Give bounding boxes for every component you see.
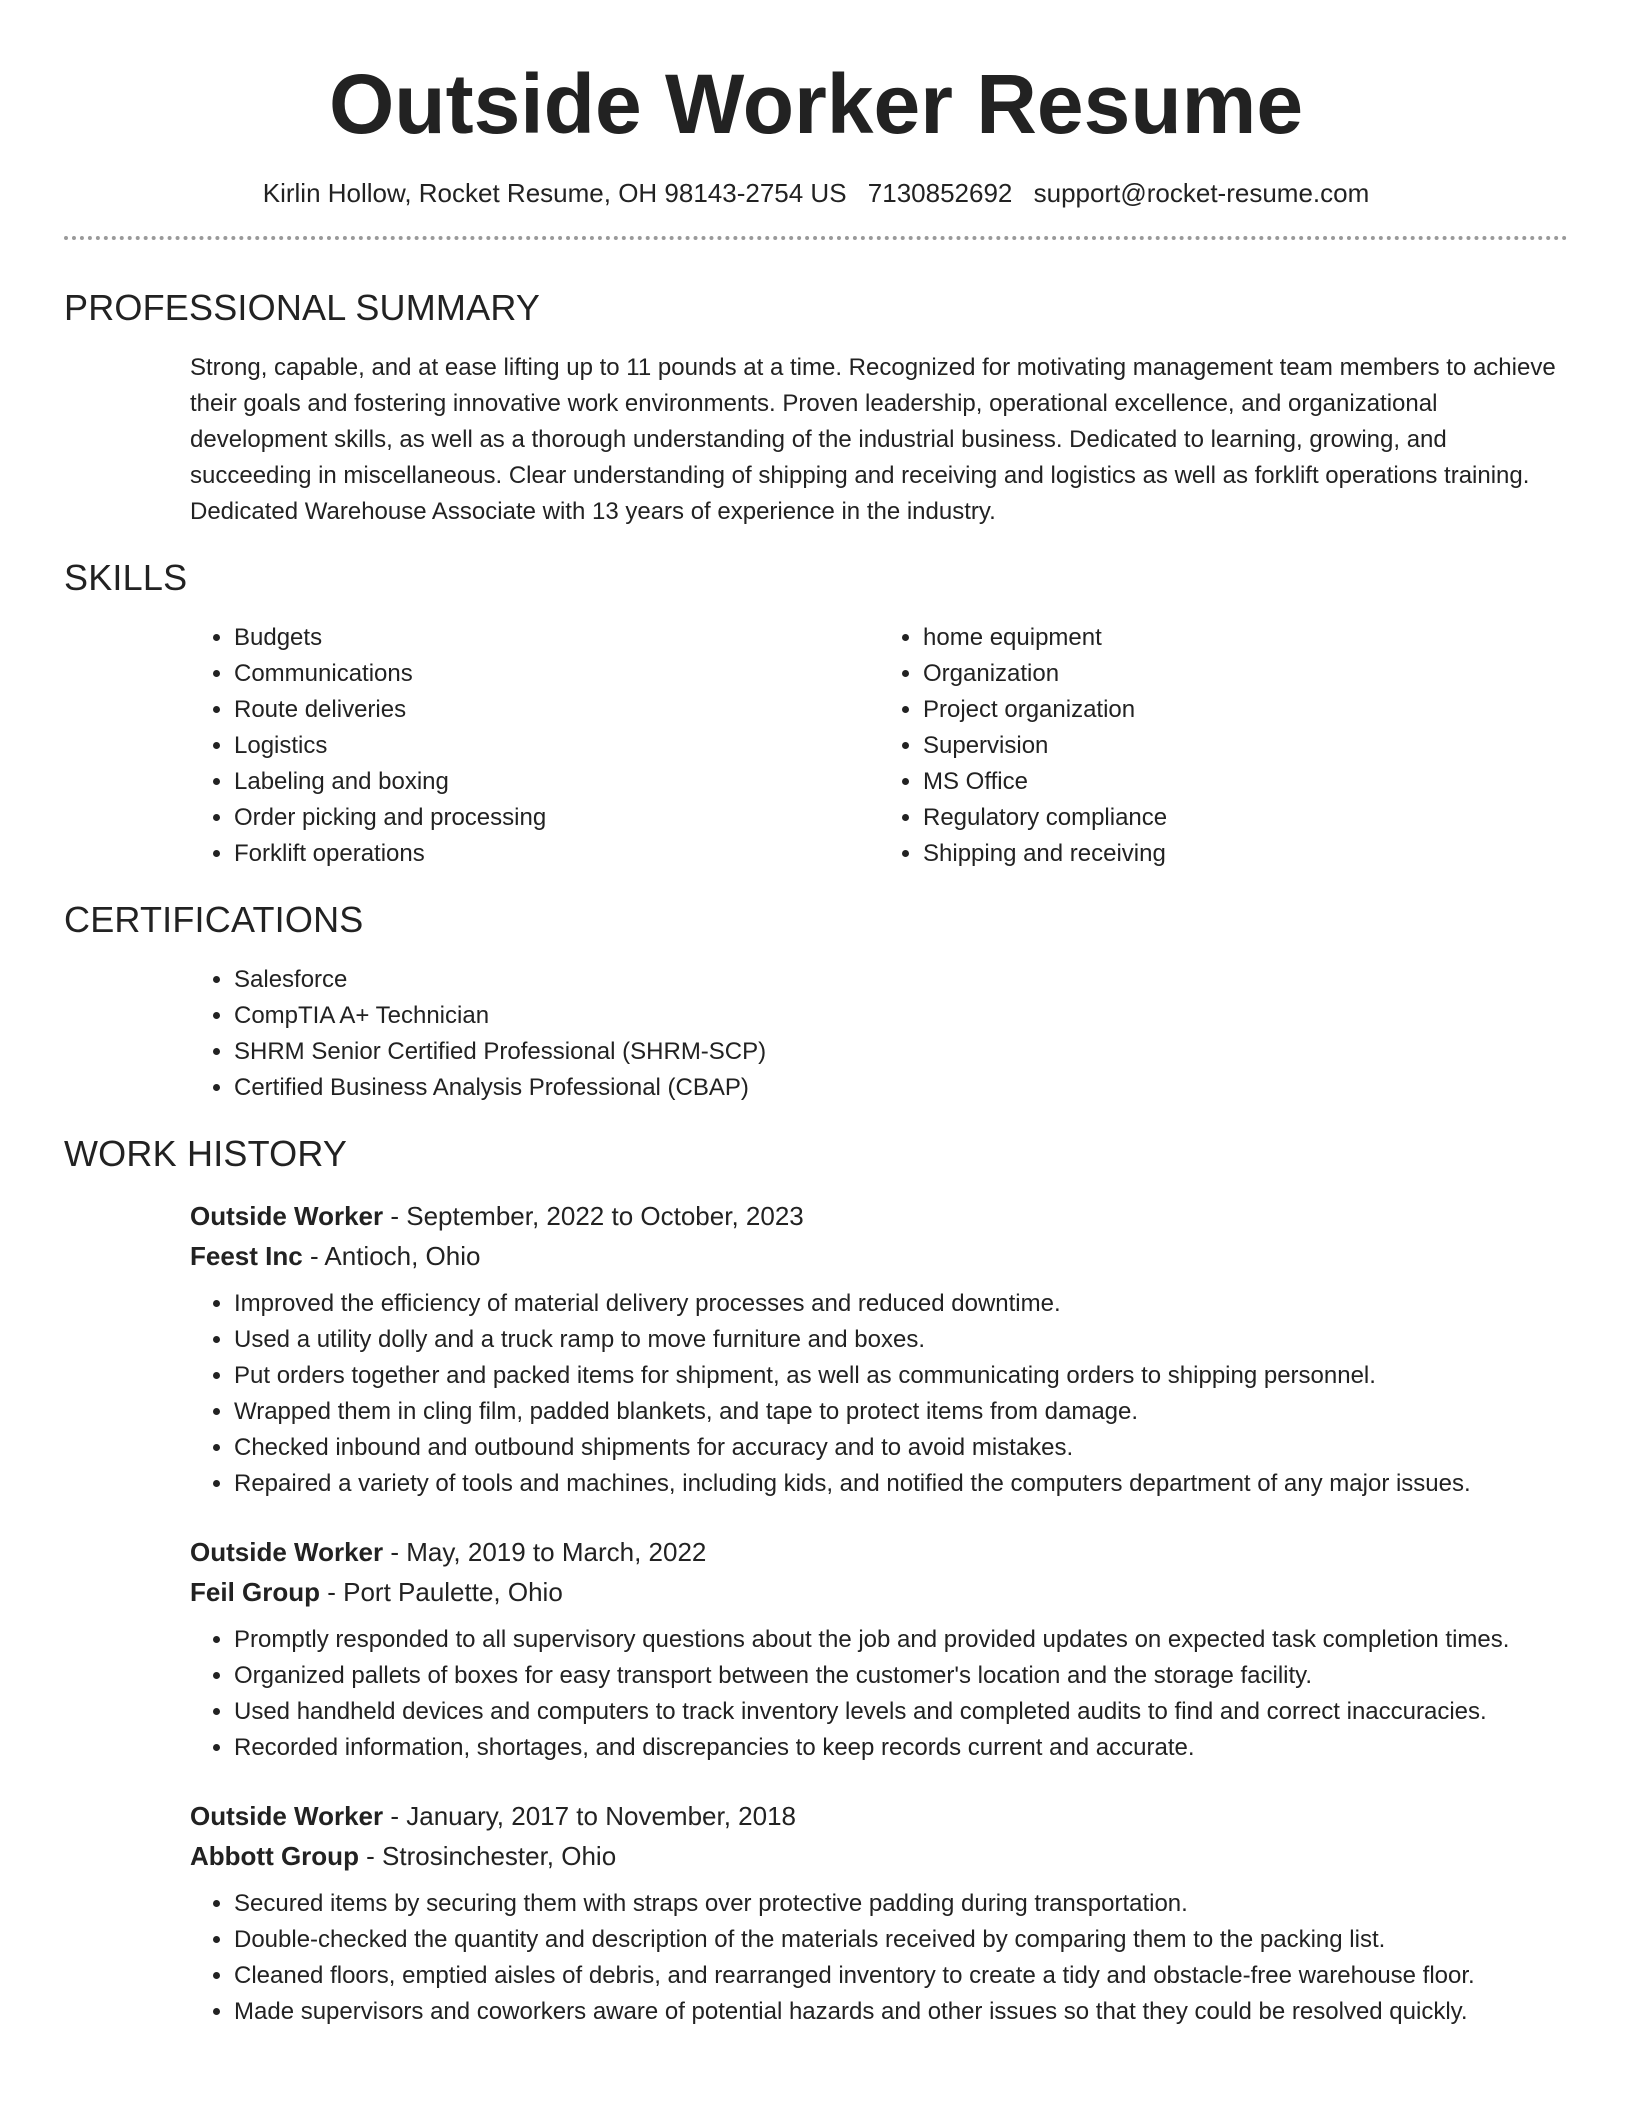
certifications-section xyxy=(64,898,1568,1106)
contact-line xyxy=(64,176,1568,210)
skill-item: • Labeling and boxing xyxy=(234,764,879,800)
job-location: - Strosinchester, Ohio xyxy=(358,1841,617,1871)
job-title-line xyxy=(190,1796,1568,1836)
job-entry xyxy=(64,1196,1568,1502)
skills-list-left xyxy=(190,620,879,872)
certifications-list xyxy=(190,962,1568,1106)
job-duty: • Recorded information, shortages, and discrepancies to keep records current and accurate. xyxy=(234,1730,1568,1766)
skill-item: • Organization xyxy=(923,656,1568,692)
skill-item: • Forklift operations xyxy=(234,836,879,872)
skills-list-right xyxy=(879,620,1568,872)
job-duty: • Used handheld devices and computers to track inventory levels and completed audits to find and correct inaccuracies. xyxy=(234,1694,1568,1730)
job-title-line xyxy=(190,1196,1568,1236)
job-duty: • Used a utility dolly and a truck ramp to move furniture and boxes. xyxy=(234,1322,1568,1358)
resume-title: Outside Worker Resume xyxy=(328,57,1304,151)
skill-item: • Supervision xyxy=(923,728,1568,764)
job-duty: • Repaired a variety of tools and machines, including kids, and notified the computers department of any major issues. xyxy=(234,1466,1568,1502)
job-title: Outside Worker xyxy=(190,1537,384,1567)
job-dates: - May, 2019 to March, 2022 xyxy=(383,1537,707,1567)
certification-item: • CompTIA A+ Technician xyxy=(234,998,1568,1034)
job-title: Outside Worker xyxy=(190,1201,384,1231)
skills-section xyxy=(64,556,1568,872)
summary-section xyxy=(64,286,1568,530)
job-duties-list xyxy=(190,1886,1568,2030)
job-duty: • Put orders together and packed items for shipment, as well as communicating orders to shipping personnel. xyxy=(234,1358,1568,1394)
skill-item: • Project organization xyxy=(923,692,1568,728)
job-dates: - January, 2017 to November, 2018 xyxy=(383,1801,797,1831)
job-company: Abbott Group xyxy=(190,1841,359,1871)
skill-item: • MS Office xyxy=(923,764,1568,800)
job-location: - Port Paulette, Ohio xyxy=(320,1577,563,1607)
job-title-line xyxy=(190,1532,1568,1572)
skill-item: • Order picking and processing xyxy=(234,800,879,836)
summary-heading: PROFESSIONAL SUMMARY xyxy=(64,287,541,328)
skill-item: • Logistics xyxy=(234,728,879,764)
certification-item: • Certified Business Analysis Professional (CBAP) xyxy=(234,1070,1568,1106)
skills-heading: SKILLS xyxy=(64,557,188,598)
job-title: Outside Worker xyxy=(190,1801,384,1831)
contact-phone: 7130852692 xyxy=(867,178,1013,208)
certification-item: • SHRM Senior Certified Professional (SHRM-SCP) xyxy=(234,1034,1568,1070)
job-entry xyxy=(64,1532,1568,1766)
certifications-heading: CERTIFICATIONS xyxy=(64,899,364,940)
job-duties-list xyxy=(190,1286,1568,1502)
job-duties-list xyxy=(190,1622,1568,1766)
job-duty: • Wrapped them in cling film, padded blankets, and tape to protect items from damage. xyxy=(234,1394,1568,1430)
skill-item: • Route deliveries xyxy=(234,692,879,728)
job-duty: • Cleaned floors, emptied aisles of debris, and rearranged inventory to create a tidy and obstacle-free warehouse floor. xyxy=(234,1958,1568,1994)
skill-item: • Shipping and receiving xyxy=(923,836,1568,872)
job-company-line xyxy=(190,1836,1568,1876)
skill-item: • Regulatory compliance xyxy=(923,800,1568,836)
job-entry xyxy=(64,1796,1568,2030)
job-dates: - September, 2022 to October, 2023 xyxy=(383,1201,804,1231)
job-location: - Antioch, Ohio xyxy=(302,1241,481,1271)
job-company: Feil Group xyxy=(190,1577,320,1607)
work-history-section xyxy=(64,1132,1568,2030)
job-company-line xyxy=(190,1572,1568,1612)
contact-address: Kirlin Hollow, Rocket Resume, OH 98143-2754 US xyxy=(262,178,847,208)
summary-text: Strong, capable, and at ease lifting up to 11 pounds at a time. Recognized for motivating management team members to achieve their goals and fostering innovative work environments. Proven leadership, operational excellence, and organizational development skills, as well as a thorough understanding of the industrial business. Dedicated to learning, growing, and succeeding in miscellaneous. Clear understanding of shipping and receiving and logistics as well as forklift operations training. Dedicated Warehouse Associate with 13 years of experience in the industry. xyxy=(190,354,1556,525)
skill-item: • Communications xyxy=(234,656,879,692)
header-divider xyxy=(64,236,1568,240)
job-duty: • Made supervisors and coworkers aware of potential hazards and other issues so that they could be resolved quickly. xyxy=(234,1994,1568,2030)
job-duty: • Promptly responded to all supervisory questions about the job and provided updates on expected task completion times. xyxy=(234,1622,1568,1658)
work-history-heading: WORK HISTORY xyxy=(64,1133,348,1174)
job-duty: • Checked inbound and outbound shipments for accuracy and to avoid mistakes. xyxy=(234,1430,1568,1466)
job-company: Feest Inc xyxy=(190,1241,303,1271)
job-company-line xyxy=(190,1236,1568,1276)
job-duty: • Secured items by securing them with straps over protective padding during transportation. xyxy=(234,1886,1568,1922)
job-duty: • Organized pallets of boxes for easy transport between the customer's location and the storage facility. xyxy=(234,1658,1568,1694)
certification-item: • Salesforce xyxy=(234,962,1568,998)
contact-email: support@rocket-resume.com xyxy=(1033,178,1370,208)
job-duty: • Double-checked the quantity and description of the materials received by comparing them to the packing list. xyxy=(234,1922,1568,1958)
skill-item: • home equipment xyxy=(923,620,1568,656)
job-duty: • Improved the efficiency of material delivery processes and reduced downtime. xyxy=(234,1286,1568,1322)
skill-item: • Budgets xyxy=(234,620,879,656)
